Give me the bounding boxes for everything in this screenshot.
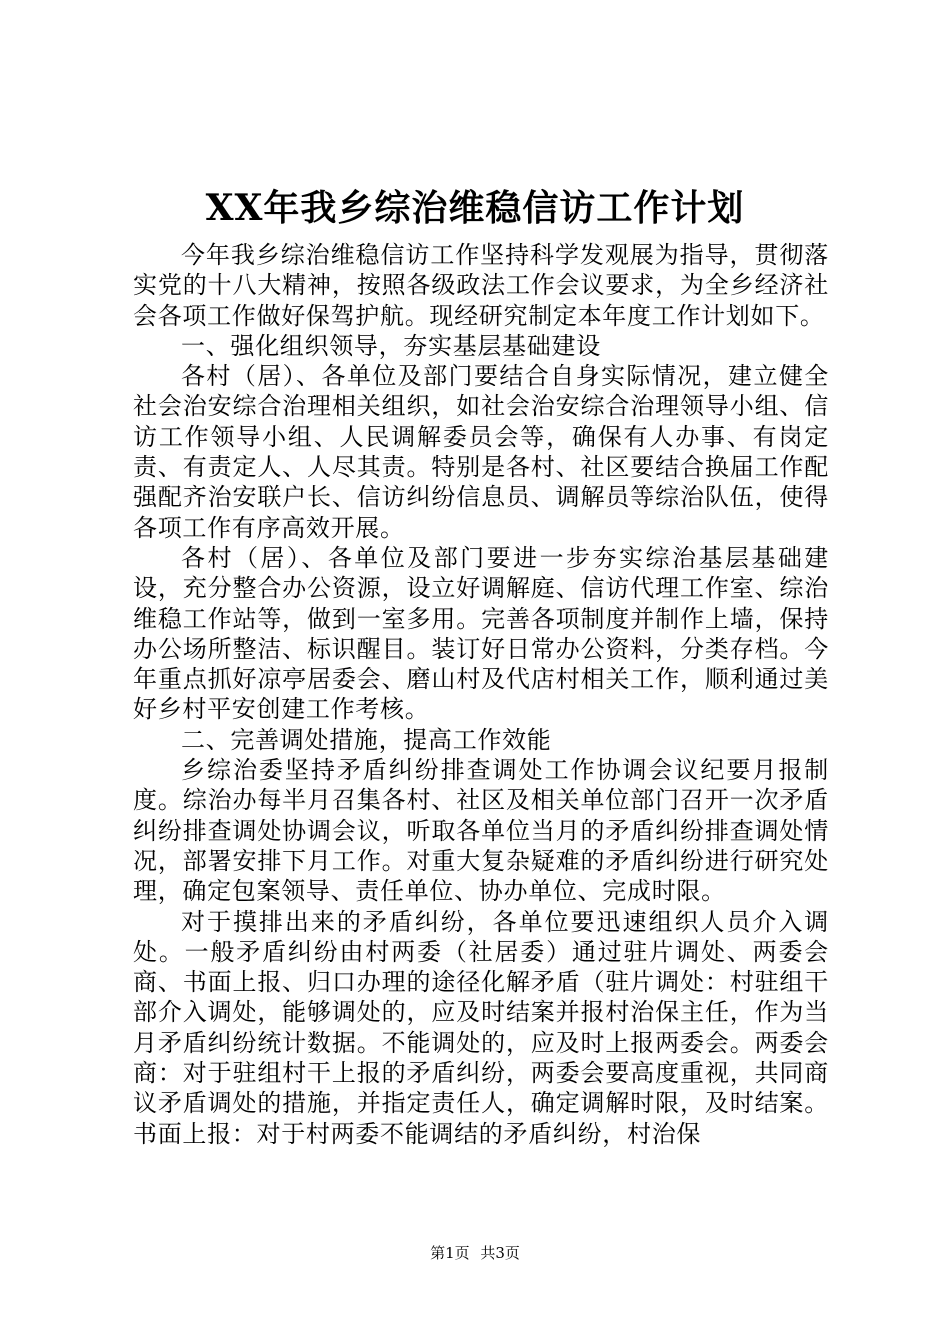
paragraph: 各村（居）、各单位及部门要进一步夯实综治基层基础建设，充分整合办公资源，设立好调解庭、信访代理工作室、综治维稳工作站等，做到一室多用。完善各项制度并制作上墙，保持办公场所整洁、标识醒目。装订好日常办公资料，分类存档。今年重点抓好凉亭居委会、磨山村及代店村相关工作，顺利通过美好乡村平安创建工作考核。	[133, 543, 829, 724]
page-footer	[0, 1243, 950, 1263]
paragraph: 乡综治委坚持矛盾纠纷排查调处工作协调会议纪要月报制度。综治办每半月召集各村、社区及相关单位部门召开一次矛盾纠纷排查调处协调会议，听取各单位当月的矛盾纠纷排查调处情况，部署安排下月工作。对重大复杂疑难的矛盾纠纷进行研究处理，确定包案领导、责任单位、协办单位、完成时限。	[133, 756, 829, 906]
paragraph: 各村（居）、各单位及部门要结合自身实际情况，建立健全社会治安综合治理相关组织，如社会治安综合治理领导小组、信访工作领导小组、人民调解委员会等，确保有人办事、有岗定责、有责定人、人尽其责。特别是各村、社区要结合换届工作配强配齐治安联户长、信访纠纷信息员、调解员等综治队伍，使得各项工作有序高效开展。	[133, 362, 829, 542]
document-title: XX年我乡综治维稳信访工作计划	[205, 187, 745, 229]
paragraph-intro: 今年我乡综治维稳信访工作坚持科学发观展为指导，贯彻落实党的十八大精神，按照各级政法工作会议要求，为全乡经济社会各项工作做好保驾护航。现经研究制定本年度工作计划如下。	[133, 241, 829, 330]
document-body	[133, 240, 829, 1149]
page-total: 共3页	[480, 1244, 520, 1262]
section-heading-1: 一、强化组织领导，夯实基层基础建设	[181, 331, 601, 360]
paragraph: 对于摸排出来的矛盾纠纷，各单位要迅速组织人员介入调处。一般矛盾纠纷由村两委（社居委）通过驻片调处、两委会商、书面上报、归口办理的途径化解矛盾（驻片调处：村驻组干部介入调处，能够调处的，应及时结案并报村治保主任，作为当月矛盾纠纷统计数据。不能调处的，应及时上报两委会。两委会商：对于驻组村干上报的矛盾纠纷，两委会要高度重视，共同商议矛盾调处的措施，并指定责任人，确定调解时限，及时结案。书面上报：对于村两委不能调结的矛盾纠纷，村治保	[133, 907, 829, 1148]
section-heading-2: 二、完善调处措施，提高工作效能	[181, 725, 552, 754]
page-number: 第1页	[430, 1244, 470, 1262]
